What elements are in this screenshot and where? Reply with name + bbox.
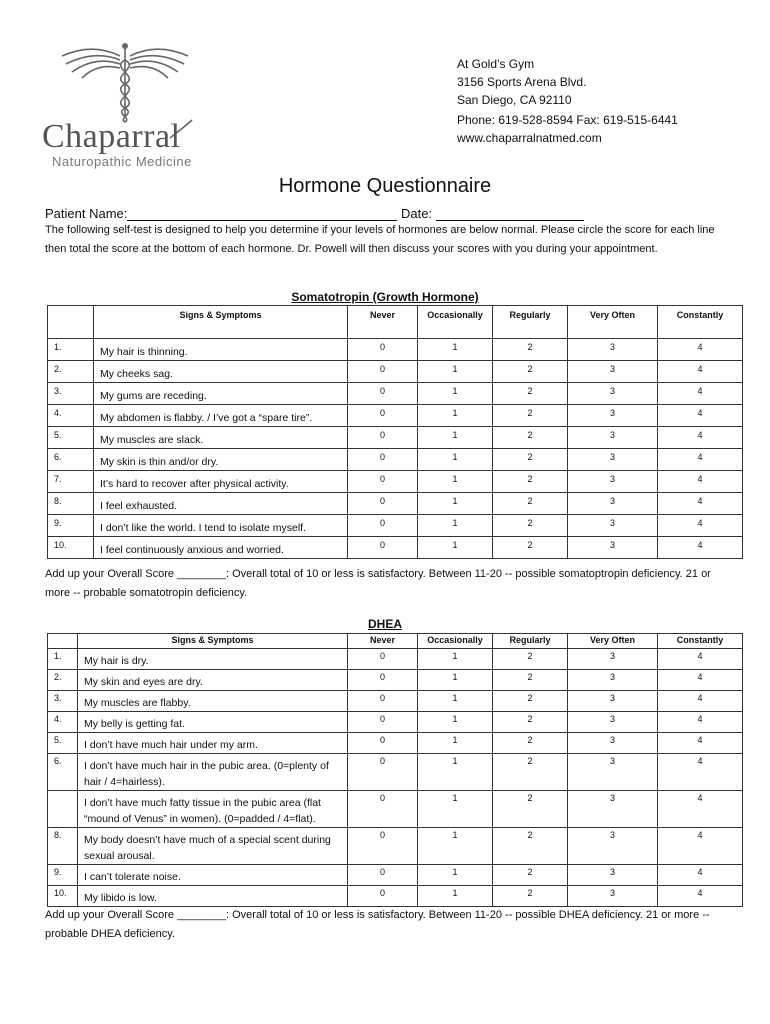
website: www.chaparralnatmed.com [457,131,602,145]
row-number: 3. [48,691,78,712]
row-number: 4. [48,405,94,427]
symptom-text: My muscles are flabby. [78,691,348,712]
row-number: 6. [48,449,94,471]
score-option[interactable]: 2 [493,449,568,471]
address-line: San Diego, CA 92110 [457,93,572,107]
table-header-row [48,306,743,339]
score-option[interactable]: 3 [568,865,658,886]
score-option[interactable]: 1 [418,733,493,754]
score-option[interactable]: 3 [568,649,658,670]
table-row [48,339,743,361]
table-row [48,865,743,886]
score-option[interactable]: 1 [418,471,493,493]
score-option[interactable]: 4 [658,828,743,865]
score-option[interactable]: 3 [568,449,658,471]
logo-title: Chaparral [42,118,181,155]
column-header: Occasionally [418,306,493,339]
table-row [48,405,743,427]
symptom-text: My abdomen is flabby. / I’ve got a “spare tire”. [94,405,348,427]
row-number: 2. [48,361,94,383]
symptom-text: My libido is low. [78,886,348,907]
symptom-text: I don’t have much hair in the pubic area. (0=plenty of hair / 4=hairless). [78,754,348,791]
score-option[interactable]: 4 [658,449,743,471]
score-option[interactable]: 3 [568,383,658,405]
table-row [48,515,743,537]
row-number: 5. [48,733,78,754]
score-option[interactable]: 0 [348,537,418,559]
symptom-text: I don’t like the world. I tend to isolate myself. [94,515,348,537]
score-option[interactable]: 4 [658,733,743,754]
address-block [457,55,678,147]
score-option[interactable]: 1 [418,515,493,537]
table-row [48,828,743,865]
score-option[interactable]: 4 [658,427,743,449]
score-option[interactable]: 4 [658,339,743,361]
column-header: Never [348,306,418,339]
row-number: 8. [48,828,78,865]
score-option[interactable]: 2 [493,649,568,670]
score-option[interactable]: 3 [568,712,658,733]
logo-tagline: Naturopathic Medicine [52,154,192,169]
section-title: DHEA [367,617,402,631]
symptom-text: My muscles are slack. [94,427,348,449]
score-option[interactable]: 3 [568,339,658,361]
score-option[interactable]: 1 [418,361,493,383]
score-option[interactable]: 4 [658,405,743,427]
score-option[interactable]: 0 [348,427,418,449]
column-header: Signs & Symptoms [94,306,348,339]
score-option[interactable]: 2 [493,471,568,493]
score-option[interactable]: 1 [418,791,493,828]
table-row [48,791,743,828]
score-option[interactable]: 1 [418,449,493,471]
table-row [48,471,743,493]
row-number: 1. [48,339,94,361]
symptom-text: My skin and eyes are dry. [78,670,348,691]
column-header: Occasionally [418,634,493,649]
column-header: Constantly [658,306,743,339]
score-option[interactable]: 2 [493,791,568,828]
date-field[interactable] [436,206,584,221]
score-option[interactable]: 0 [348,670,418,691]
symptom-text: I feel continuously anxious and worried. [94,537,348,559]
table-header-row [48,634,743,649]
row-number: 7. [48,471,94,493]
patient-name-field[interactable] [127,206,397,221]
symptom-table [47,633,743,907]
score-option[interactable]: 1 [418,691,493,712]
score-option[interactable]: 0 [348,865,418,886]
phone-fax: Phone: 619-528-8594 Fax: 619-515-6441 [457,113,678,127]
table-row [48,733,743,754]
score-option[interactable]: 1 [418,427,493,449]
score-instructions: Add up your Overall Score ________: Overall total of 10 or less is satisfactory. Between 11-20 -- possible somatoptropin deficiency. 21 or more -- probable somatotropin deficiency. [45,568,711,599]
table-row [48,493,743,515]
score-option[interactable]: 3 [568,537,658,559]
score-option[interactable]: 3 [568,754,658,791]
table-row [48,361,743,383]
intro-text: The following self-test is designed to help you determine if your levels of hormones are below normal. Please circle the score for each line then total the score at the bottom of each hormone. Dr. Powell will then discuss your scores with you during your appointment. [45,224,715,255]
row-number: 8. [48,493,94,515]
score-option[interactable]: 0 [348,828,418,865]
score-option[interactable]: 1 [418,493,493,515]
score-option[interactable]: 2 [493,493,568,515]
symptom-text: My body doesn’t have much of a special scent during sexual arousal. [78,828,348,865]
score-option[interactable]: 0 [348,515,418,537]
score-option[interactable]: 2 [493,828,568,865]
score-option[interactable]: 2 [493,733,568,754]
score-option[interactable]: 3 [568,427,658,449]
score-option[interactable]: 4 [658,537,743,559]
row-number: 4. [48,712,78,733]
score-option[interactable]: 2 [493,427,568,449]
symptom-text: I don’t have much hair under my arm. [78,733,348,754]
score-option[interactable]: 3 [568,691,658,712]
row-number: 2. [48,670,78,691]
score-option[interactable]: 1 [418,649,493,670]
symptom-text: I feel exhausted. [94,493,348,515]
score-option[interactable]: 2 [493,339,568,361]
column-header: Regularly [493,306,568,339]
symptom-text: My hair is dry. [78,649,348,670]
symptom-text: My belly is getting fat. [78,712,348,733]
score-option[interactable]: 4 [658,670,743,691]
score-option[interactable]: 0 [348,449,418,471]
table-row [48,449,743,471]
score-option[interactable]: 4 [658,471,743,493]
score-option[interactable]: 0 [348,493,418,515]
symptom-text: My cheeks sag. [94,361,348,383]
score-option[interactable]: 3 [568,493,658,515]
score-option[interactable]: 0 [348,733,418,754]
score-option[interactable]: 1 [418,712,493,733]
score-option[interactable]: 4 [658,361,743,383]
score-option[interactable]: 3 [568,515,658,537]
page-title: Hormone Questionnaire [278,175,492,197]
score-option[interactable]: 1 [418,405,493,427]
score-option[interactable]: 4 [658,649,743,670]
score-option[interactable]: 3 [568,361,658,383]
row-number: 10. [48,886,78,907]
table-row [48,383,743,405]
score-option[interactable]: 2 [493,691,568,712]
score-option[interactable]: 2 [493,865,568,886]
score-option[interactable]: 4 [658,754,743,791]
score-option[interactable]: 1 [418,828,493,865]
score-option[interactable]: 3 [568,886,658,907]
column-header: Very Often [568,634,658,649]
score-option[interactable]: 1 [418,865,493,886]
score-option[interactable]: 0 [348,754,418,791]
table-row [48,886,743,907]
score-option[interactable]: 4 [658,791,743,828]
address-line: 3156 Sports Arena Blvd. [457,75,587,89]
row-number: 10. [48,537,94,559]
score-option[interactable]: 0 [348,383,418,405]
score-option[interactable]: 4 [658,383,743,405]
symptom-text: My skin is thin and/or dry. [94,449,348,471]
score-option[interactable]: 2 [493,886,568,907]
column-header: Never [348,634,418,649]
symptom-text: It’s hard to recover after physical activity. [94,471,348,493]
table-row [48,427,743,449]
score-option[interactable]: 2 [493,383,568,405]
patient-line [45,206,584,221]
row-number: 5. [48,427,94,449]
score-option[interactable]: 0 [348,405,418,427]
column-header: Constantly [658,634,743,649]
row-number: 9. [48,515,94,537]
table-row [48,712,743,733]
score-option[interactable]: 1 [418,670,493,691]
row-number: 6. [48,754,78,791]
table-row [48,537,743,559]
score-option[interactable]: 1 [418,383,493,405]
symptom-text: I don’t have much fatty tissue in the pubic area (flat “mound of Venus” in women). (0=padded / 4=flat). [78,791,348,828]
symptom-text: My hair is thinning. [94,339,348,361]
symptom-table [47,305,743,559]
score-option[interactable]: 1 [418,339,493,361]
score-option[interactable]: 4 [658,886,743,907]
score-option[interactable]: 3 [568,471,658,493]
column-header: Regularly [493,634,568,649]
header-number-cell [48,634,78,649]
score-option[interactable]: 2 [493,670,568,691]
score-option[interactable]: 0 [348,361,418,383]
score-option[interactable]: 2 [493,361,568,383]
score-option[interactable]: 0 [348,339,418,361]
date-label: Date: [401,206,433,221]
score-option[interactable]: 3 [568,733,658,754]
score-option[interactable]: 1 [418,754,493,791]
score-option[interactable]: 2 [493,754,568,791]
score-option[interactable]: 4 [658,712,743,733]
table-row [48,649,743,670]
header-number-cell [48,306,94,339]
score-option[interactable]: 3 [568,670,658,691]
table-row [48,670,743,691]
score-option[interactable]: 1 [418,886,493,907]
row-number: 1. [48,649,78,670]
score-option[interactable]: 2 [493,405,568,427]
row-number: 9. [48,865,78,886]
column-header: Very Often [568,306,658,339]
symptom-text: I can’t tolerate noise. [78,865,348,886]
row-number [48,791,78,828]
table-row [48,754,743,791]
score-option[interactable]: 4 [658,515,743,537]
score-option[interactable]: 1 [418,537,493,559]
score-option[interactable]: 2 [493,537,568,559]
score-option[interactable]: 0 [348,471,418,493]
symptom-text: My gums are receding. [94,383,348,405]
score-option[interactable]: 0 [348,712,418,733]
table-row [48,691,743,712]
score-option[interactable]: 3 [568,791,658,828]
patient-name-label: Patient Name: [45,206,128,221]
address-line: At Gold’s Gym [457,57,535,71]
score-option[interactable]: 2 [493,515,568,537]
score-option[interactable]: 4 [658,865,743,886]
score-option[interactable]: 3 [568,828,658,865]
column-header: Signs & Symptoms [78,634,348,649]
score-option[interactable]: 0 [348,691,418,712]
score-instructions: Add up your Overall Score ________: Overall total of 10 or less is satisfactory. Between 11-20 -- possible DHEA deficiency. 21 or more -- probable DHEA deficiency. [45,909,710,940]
score-option[interactable]: 4 [658,691,743,712]
section-title: Somatotropin (Growth Hormone) [291,290,479,304]
score-option[interactable]: 3 [568,405,658,427]
score-option[interactable]: 0 [348,649,418,670]
score-option[interactable]: 4 [658,493,743,515]
row-number: 3. [48,383,94,405]
score-option[interactable]: 0 [348,791,418,828]
score-option[interactable]: 2 [493,712,568,733]
score-option[interactable]: 0 [348,886,418,907]
